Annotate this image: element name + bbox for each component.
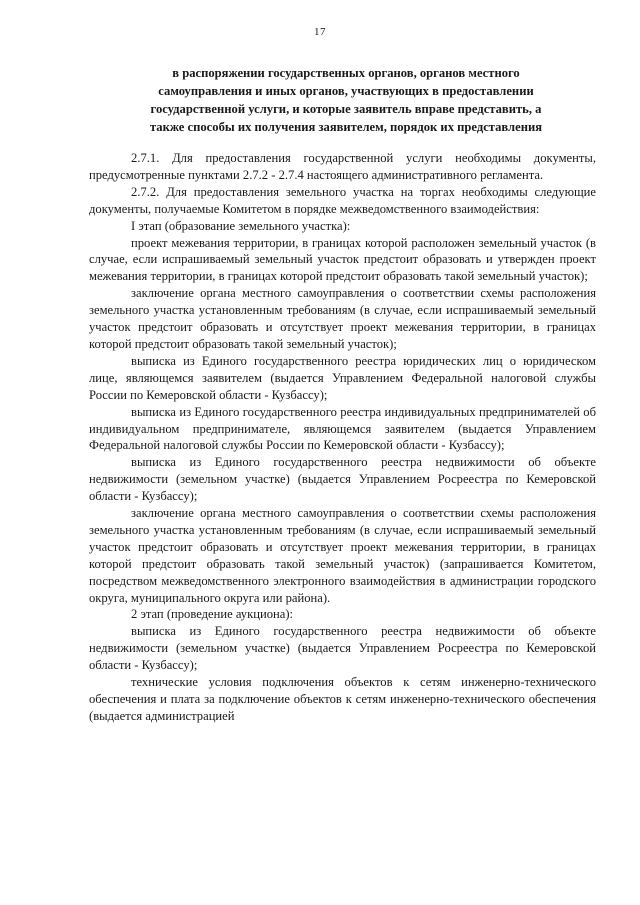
list-item-technical-conditions: технические условия подключения объектов к сетям инженерно-технического обеспечения и плата за подключение объектов к сетям инженерно-технического обеспечения (выдается администрацией: [89, 675, 596, 723]
heading-line: также способы их получения заявителем, порядок их представления: [149, 120, 543, 134]
page-number: 17: [314, 26, 326, 38]
heading-line: государственной услуги, и которые заявитель вправе представить, а: [150, 102, 542, 116]
list-item-scheme-conclusion-request: заключение органа местного самоуправления о соответствии схемы расположения земельного участка установленным требованиям (в случае, если испрашиваемый земельный участок предстоит образовать и отсутствует проект межевания территории, в границах которой предстоит образовать такой земельный участок) (запрашивается Комитетом, посредством межведомственного электронного взаимодействия в администрации городского округа, муниципального округа или района).: [89, 506, 596, 605]
stage-2-heading: 2 этап (проведение аукциона):: [131, 607, 294, 622]
section-heading: [96, 64, 596, 136]
list-item-legal-entities-extract: выписка из Единого государственного реестра юридических лиц о юридическом лице, являющемся заявителем (выдается Управлением Федеральной налоговой службы России по Кемеровской области - Кузбассу);: [89, 353, 596, 402]
stage-1-heading: I этап (образование земельного участка):: [131, 218, 351, 233]
paragraph-2-7-1: 2.7.1. Для предоставления государственной услуги необходимы документы, предусмотренные пунктами 2.7.2 - 2.7.4 настоящего административного регламента.: [89, 151, 596, 182]
document-body: [89, 150, 596, 725]
list-item-real-estate-extract: выписка из Единого государственного реестра недвижимости об объекте недвижимости (земельном участке) (выдается Управлением Росреестра по Кемеровской области - Кузбассу);: [89, 455, 596, 504]
heading-line: самоуправления и иных органов, участвующих в предоставлении: [158, 84, 534, 98]
heading-line: в распоряжении государственных органов, органов местного: [172, 66, 520, 80]
list-item-real-estate-extract-stage2: выписка из Единого государственного реестра недвижимости об объекте недвижимости (земельном участке) (выдается Управлением Росреестра по Кемеровской области - Кузбассу);: [89, 624, 596, 673]
list-item-entrepreneurs-extract: выписка из Единого государственного реестра индивидуальных предпринимателей об индивидуальном предпринимателе, являющемся заявителем (выдается Управлением Федеральной налоговой службы России по Кемеровской области - Кузбассу);: [89, 404, 596, 453]
list-item-scheme-conclusion: заключение органа местного самоуправления о соответствии схемы расположения земельного участка установленным требованиям (в случае, если испрашиваемый земельный участок предстоит образовать и отсутствует проект межевания территории, в границах которой предстоит образовать такой земельный участок);: [89, 286, 596, 351]
paragraph-2-7-2: 2.7.2. Для предоставления земельного участка на торгах необходимы следующие документы, получаемые Комитетом в порядке межведомственного взаимодействия:: [89, 184, 596, 216]
list-item-survey-project: проект межевания территории, в границах которой расположен земельный участок (в случае, если испрашиваемый земельный участок предстоит образовать и утвержден проект межевания территории, в границах которой предстоит образовать такой земельный участок);: [89, 235, 596, 284]
